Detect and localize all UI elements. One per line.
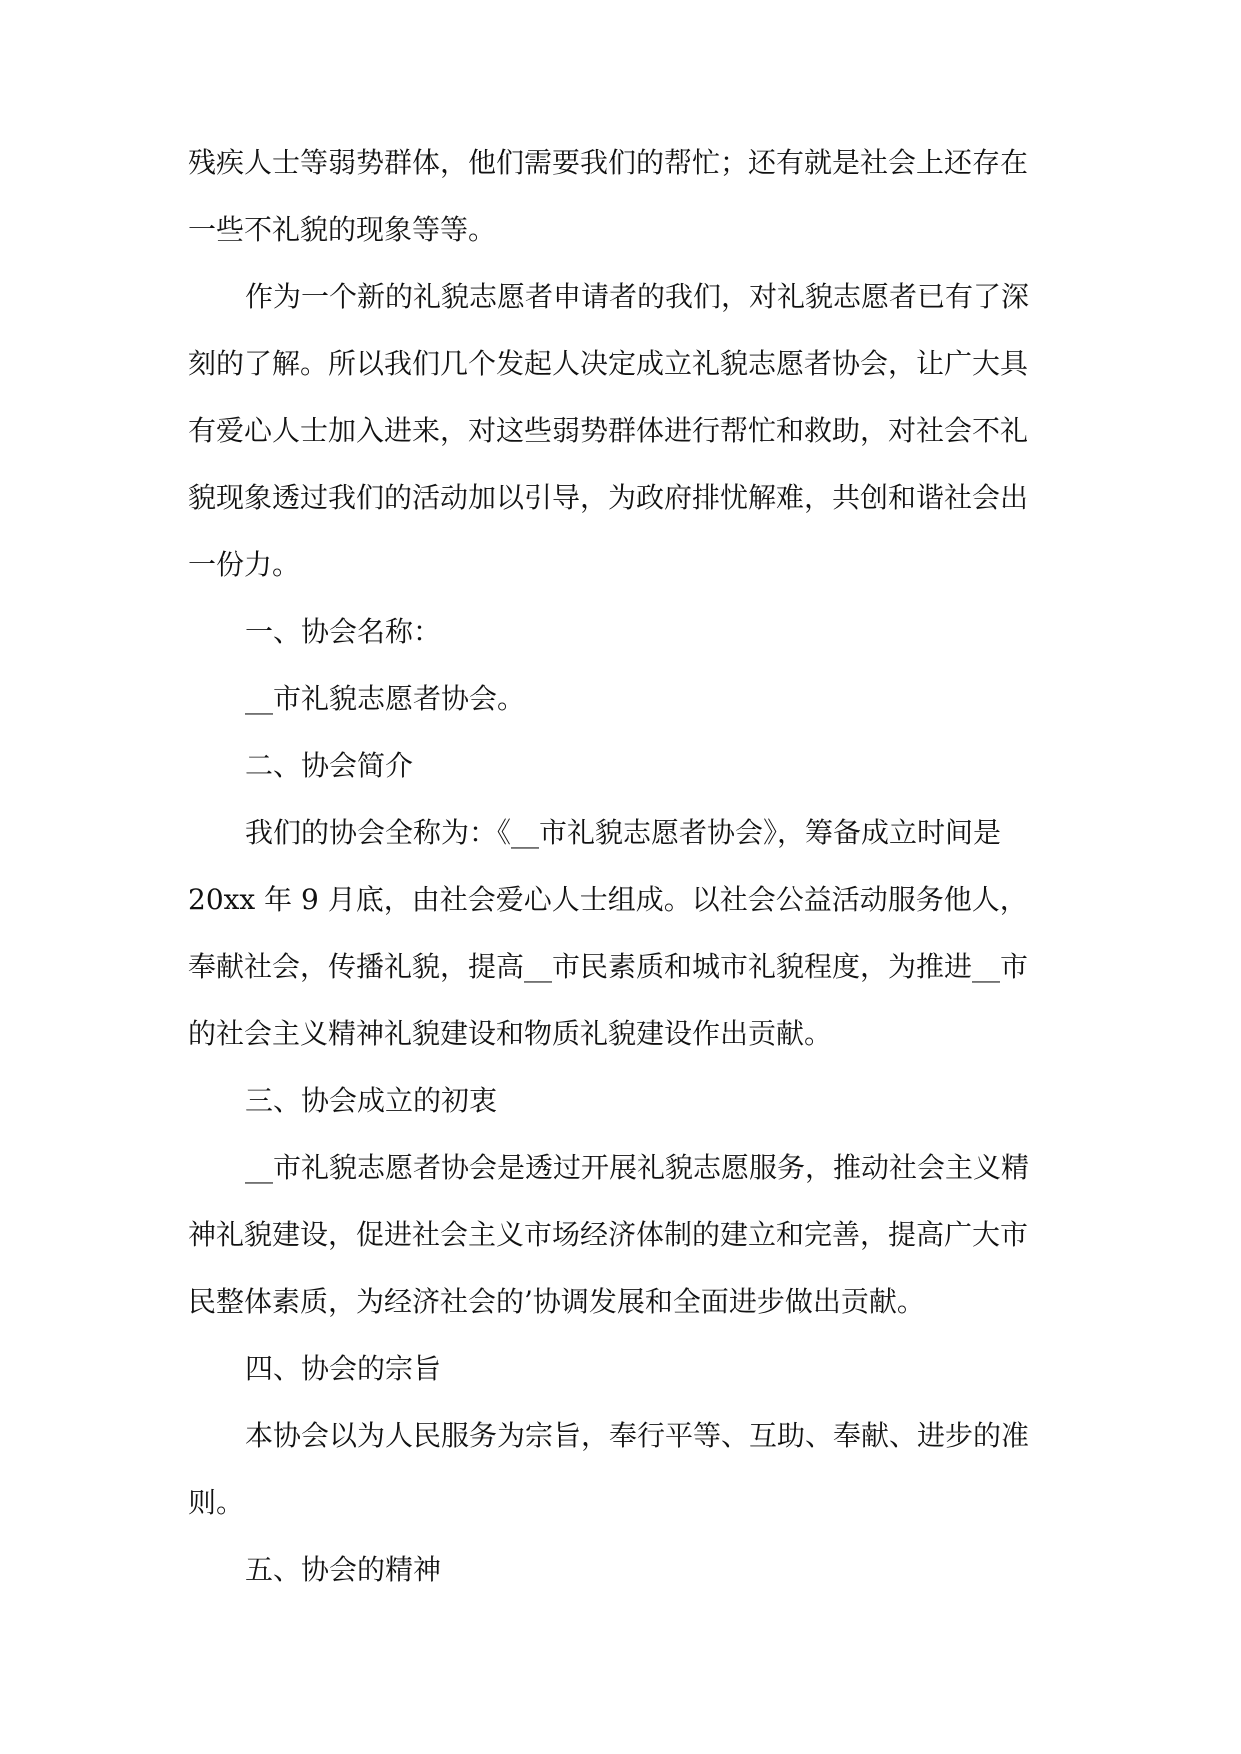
section-heading: 三、协会成立的初衷 bbox=[245, 1084, 498, 1117]
section-heading: 四、协会的宗旨 bbox=[245, 1352, 442, 1385]
body-line: 刻的了解。所以我们几个发起人决定成立礼貌志愿者协会，让广大具 bbox=[188, 347, 1029, 380]
section-heading: 五、协会的精神 bbox=[245, 1553, 442, 1586]
body-line: 貌现象透过我们的活动加以引导，为政府排忧解难，共创和谐社会出 bbox=[188, 481, 1029, 514]
body-line: 民整体素质，为经济社会的’协调发展和全面进步做出贡献。 bbox=[188, 1285, 925, 1318]
body-line: 神礼貌建设，促进社会主义市场经济体制的建立和完善，提高广大市 bbox=[188, 1218, 1029, 1251]
body-line: 有爱心人士加入进来，对这些弱势群体进行帮忙和救助，对社会不礼 bbox=[188, 414, 1029, 447]
body-line: 20xx 年 9 月底，由社会爱心人士组成。以社会公益活动服务他人， bbox=[188, 883, 1028, 916]
body-line: 则。 bbox=[188, 1486, 245, 1519]
body-line: __市礼貌志愿者协会是透过开展礼貌志愿服务，推动社会主义精 bbox=[245, 1151, 1030, 1184]
body-line: 残疾人士等弱势群体，他们需要我们的帮忙；还有就是社会上还存在 bbox=[188, 146, 1029, 179]
body-line: 一些不礼貌的现象等等。 bbox=[188, 213, 497, 246]
body-line: 的社会主义精神礼貌建设和物质礼貌建设作出贡献。 bbox=[188, 1017, 833, 1050]
body-line: __市礼貌志愿者协会。 bbox=[245, 682, 526, 715]
body-line: 一份力。 bbox=[188, 548, 301, 581]
body-line: 奉献社会，传播礼貌，提高__市民素质和城市礼貌程度，为推进__市 bbox=[188, 950, 1029, 983]
body-line: 我们的协会全称为：《__市礼貌志愿者协会》，筹备成立时间是 bbox=[245, 816, 1002, 849]
body-line: 作为一个新的礼貌志愿者申请者的我们，对礼貌志愿者已有了深 bbox=[245, 280, 1030, 313]
section-heading: 二、协会简介 bbox=[245, 749, 414, 782]
section-heading: 一、协会名称： bbox=[245, 615, 442, 648]
body-line: 本协会以为人民服务为宗旨，奉行平等、互助、奉献、进步的准 bbox=[245, 1419, 1030, 1452]
